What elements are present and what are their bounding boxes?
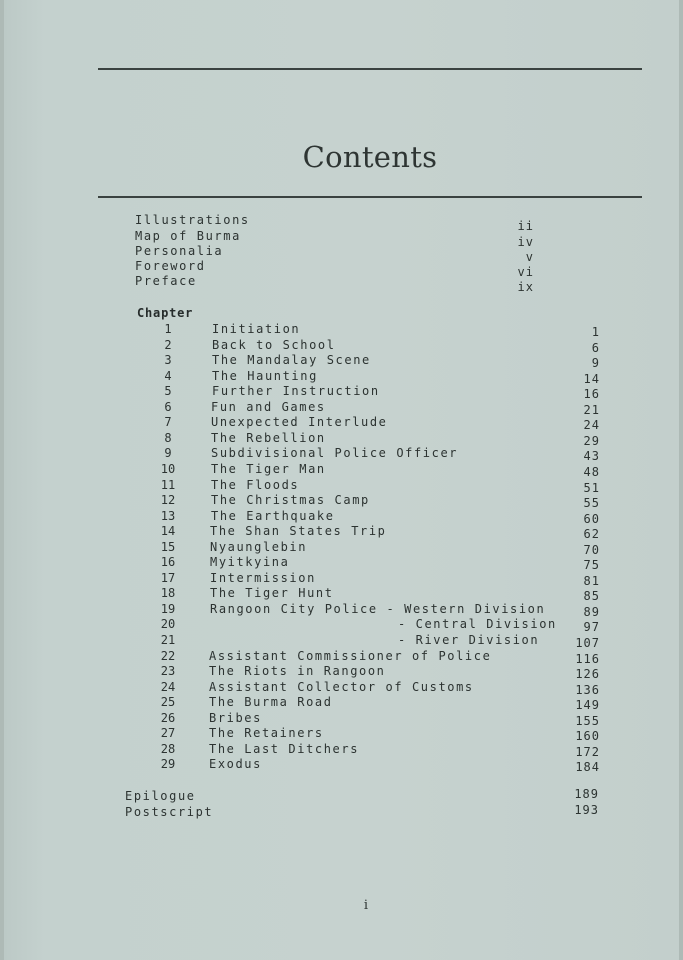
- chapter-title: The Rebellion: [211, 431, 326, 445]
- chapter-title: The Riots in Rangoon: [209, 664, 386, 678]
- chapter-page: 172: [575, 745, 600, 759]
- chapter-page: 29: [583, 434, 600, 448]
- chapter-number: 15: [160, 540, 176, 554]
- title-rule: [98, 196, 642, 198]
- chapter-page: 107: [575, 636, 600, 650]
- chapter-page: 60: [583, 512, 600, 526]
- front-matter-label: Foreword: [135, 259, 206, 273]
- chapter-page: 43: [583, 449, 600, 463]
- chapter-title: Exodus: [209, 757, 262, 771]
- chapter-page: 136: [575, 683, 600, 697]
- chapter-title: Assistant Commissioner of Police: [209, 649, 492, 663]
- chapter-title: The Shan States Trip: [210, 524, 387, 538]
- chapter-page: 160: [575, 729, 600, 743]
- chapter-page: 16: [583, 387, 600, 401]
- chapter-page: 9: [591, 356, 600, 370]
- chapter-title: Unexpected Interlude: [211, 415, 388, 429]
- chapter-title: The Haunting: [212, 369, 318, 383]
- chapter-number: 5: [164, 384, 172, 398]
- chapter-number: 28: [160, 742, 176, 756]
- chapter-number: 9: [164, 446, 172, 460]
- chapter-title: The Retainers: [209, 726, 324, 740]
- chapter-number: 3: [164, 353, 172, 367]
- chapter-number: 29: [160, 757, 176, 771]
- chapter-title: Further Instruction: [212, 384, 380, 398]
- front-matter-label: Illustrations: [135, 213, 250, 227]
- chapter-page: 81: [583, 574, 600, 588]
- chapter-number: 20: [160, 617, 176, 631]
- front-matter-page: ix: [517, 280, 534, 294]
- contents-title: Contents: [302, 140, 438, 174]
- front-matter-label: Personalia: [135, 244, 224, 258]
- chapter-number: 10: [160, 462, 176, 476]
- back-matter-label: Epilogue: [125, 789, 196, 803]
- chapter-number: 8: [164, 431, 172, 445]
- chapter-number: 14: [160, 524, 176, 538]
- chapter-title: The Mandalay Scene: [212, 353, 371, 367]
- chapter-page: 126: [575, 667, 600, 681]
- chapter-title: Myitkyina: [210, 555, 290, 569]
- chapter-title: The Christmas Camp: [211, 493, 370, 507]
- chapter-page: 89: [583, 605, 600, 619]
- chapter-number: 12: [160, 493, 176, 507]
- chapter-page: 70: [583, 543, 600, 557]
- front-matter-label: Map of Burma: [135, 229, 241, 243]
- chapter-page: 75: [583, 558, 600, 572]
- front-matter-page: iv: [517, 235, 534, 249]
- chapter-number: 4: [164, 369, 172, 383]
- chapter-title: The Last Ditchers: [209, 742, 360, 756]
- top-rule: [98, 68, 642, 70]
- chapter-page: 62: [583, 527, 600, 541]
- chapter-number: 2: [164, 338, 172, 352]
- chapter-number: 17: [160, 571, 176, 585]
- chapter-number: 27: [160, 726, 176, 740]
- chapter-title: The Floods: [211, 478, 300, 492]
- chapter-page: 184: [575, 760, 600, 774]
- book-page: [4, 0, 679, 960]
- chapter-number: 6: [164, 400, 172, 414]
- chapter-title: Bribes: [209, 711, 262, 725]
- chapter-page: 85: [583, 589, 600, 603]
- chapter-page: 149: [575, 698, 600, 712]
- chapter-title: Nyaunglebin: [210, 540, 308, 554]
- chapter-page: 14: [583, 372, 600, 386]
- page-number: i: [363, 898, 369, 913]
- back-matter-label: Postscript: [125, 805, 214, 819]
- chapter-heading: Chapter: [137, 306, 194, 320]
- chapter-number: 16: [160, 555, 176, 569]
- chapter-title: - Central Division: [398, 617, 557, 631]
- front-matter-page: vi: [517, 265, 534, 279]
- chapter-title: Initiation: [212, 322, 301, 336]
- chapter-number: 1: [164, 322, 172, 336]
- chapter-page: 155: [575, 714, 600, 728]
- front-matter-page: ii: [517, 219, 534, 233]
- chapter-page: 6: [591, 341, 600, 355]
- front-matter-label: Preface: [135, 274, 197, 288]
- chapter-number: 23: [160, 664, 176, 678]
- chapter-page: 48: [583, 465, 600, 479]
- chapter-title: Fun and Games: [211, 400, 326, 414]
- chapter-number: 18: [160, 586, 176, 600]
- chapter-page: 1: [591, 325, 600, 339]
- chapter-title: Back to School: [212, 338, 336, 352]
- chapter-number: 11: [160, 478, 176, 492]
- chapter-page: 21: [583, 403, 600, 417]
- chapter-page: 55: [583, 496, 600, 510]
- back-matter-page: 193: [574, 803, 599, 817]
- chapter-page: 24: [583, 418, 600, 432]
- chapter-title: Subdivisional Police Officer: [211, 446, 459, 460]
- chapter-title: Rangoon City Police - Western Division: [210, 602, 546, 616]
- chapter-page: 51: [583, 481, 600, 495]
- chapter-title: The Tiger Hunt: [210, 586, 334, 600]
- back-matter-page: 189: [574, 787, 599, 801]
- chapter-number: 24: [160, 680, 176, 694]
- chapter-title: The Burma Road: [209, 695, 333, 709]
- chapter-title: - River Division: [398, 633, 540, 647]
- front-matter-page: v: [525, 250, 534, 264]
- chapter-number: 21: [160, 633, 176, 647]
- chapter-number: 19: [160, 602, 176, 616]
- chapter-number: 7: [164, 415, 172, 429]
- chapter-page: 116: [575, 652, 600, 666]
- chapter-number: 13: [160, 509, 176, 523]
- chapter-title: Intermission: [210, 571, 316, 585]
- chapter-number: 25: [160, 695, 176, 709]
- chapter-title: The Tiger Man: [211, 462, 326, 476]
- chapter-title: Assistant Collector of Customs: [209, 680, 474, 694]
- chapter-page: 97: [583, 620, 600, 634]
- chapter-title: The Earthquake: [211, 509, 335, 523]
- chapter-number: 26: [160, 711, 176, 725]
- chapter-number: 22: [160, 649, 176, 663]
